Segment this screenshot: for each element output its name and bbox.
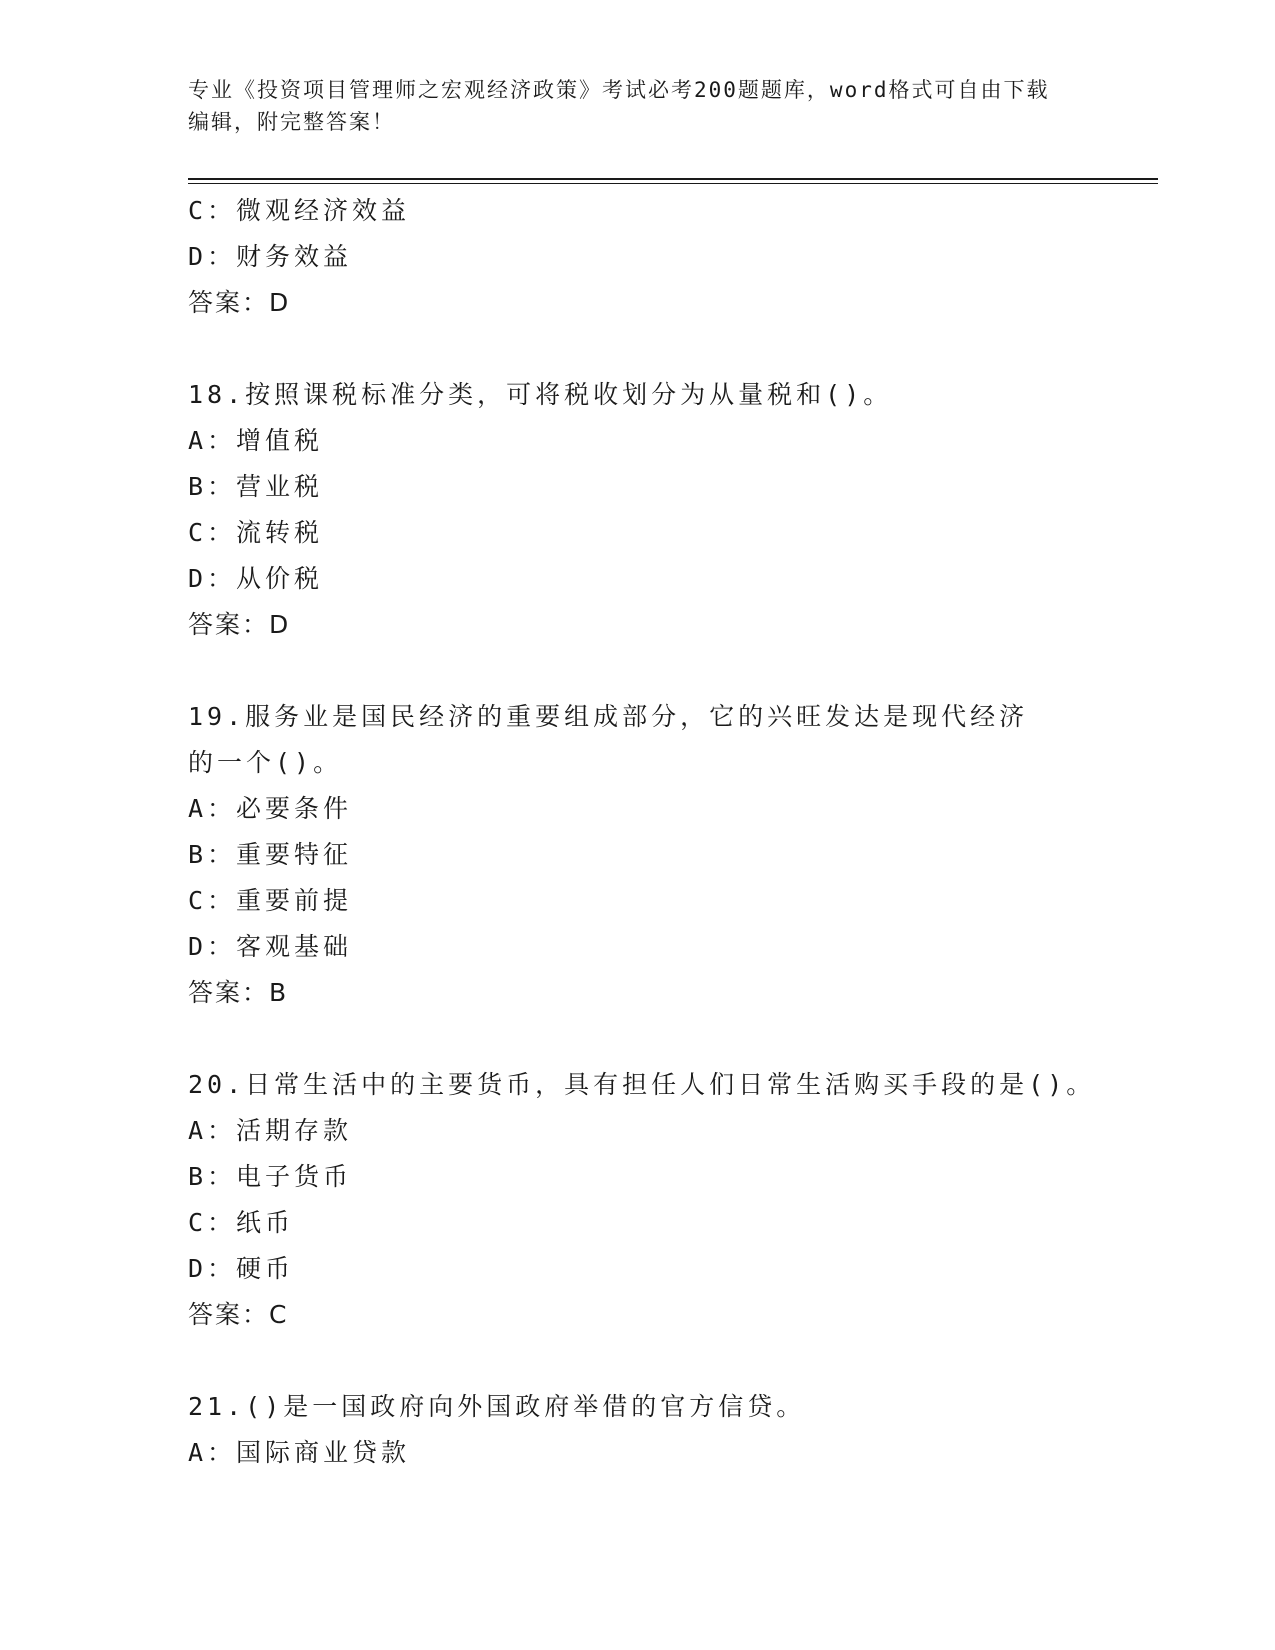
header-divider-thin [188,183,1158,184]
option-a: A：增值税 [188,426,324,455]
page-header-text: 专业《投资项目管理师之宏观经济政策》考试必考200题题库，word格式可自由下载编辑，附完整答案！ [188,78,1050,134]
option-c: C：微观经济效益 [188,196,411,225]
question-list [188,188,1096,1476]
question-17 [188,188,1088,326]
option-b: B：电子货币 [188,1162,353,1191]
question-21 [188,1384,1088,1476]
answer-line: 答案：D [188,610,291,639]
option-a: A：国际商业贷款 [188,1438,411,1467]
option-d: D：财务效益 [188,242,353,271]
question-20 [188,1062,1096,1338]
question-text: 19.服务业是国民经济的重要组成部分，它的兴旺发达是现代经济的一个()。 [188,702,1029,777]
spacer [188,1016,1088,1062]
option-c: C：流转税 [188,518,324,547]
question-18 [188,372,1088,648]
option-d: D：从价税 [188,564,324,593]
spacer [188,326,1088,372]
option-d: D：客观基础 [188,932,353,961]
question-text: 21.()是一国政府向外国政府举借的官方信贷。 [188,1392,806,1421]
question-text: 18.按照课税标准分类，可将税收划分为从量税和()。 [188,380,893,409]
question-19 [188,694,1088,1016]
header-divider-thick [188,178,1158,180]
answer-line: 答案：C [188,1300,289,1329]
answer-line: 答案：B [188,978,289,1007]
option-b: B：重要特征 [188,840,353,869]
spacer [188,1338,1088,1384]
answer-line: 答案：D [188,288,291,317]
option-a: A：活期存款 [188,1116,353,1145]
option-a: A：必要条件 [188,794,353,823]
option-c: C：纸币 [188,1208,295,1237]
option-d: D：硬币 [188,1254,295,1283]
question-text: 20.日常生活中的主要货币，具有担任人们日常生活购买手段的是()。 [188,1070,1096,1099]
option-b: B：营业税 [188,472,324,501]
option-c: C：重要前提 [188,886,353,915]
spacer [188,648,1088,694]
